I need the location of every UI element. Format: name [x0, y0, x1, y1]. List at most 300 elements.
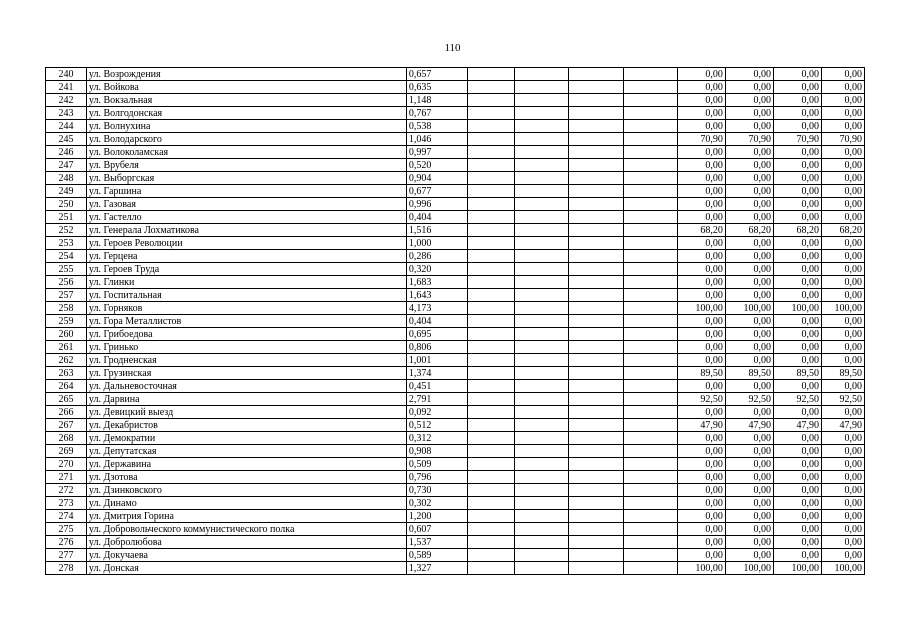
value-cell: 0,00: [822, 458, 865, 471]
empty-cell: [623, 367, 677, 380]
row-number-cell: 257: [46, 289, 87, 302]
empty-cell: [468, 523, 515, 536]
empty-cell: [468, 419, 515, 432]
empty-cell: [569, 224, 623, 237]
empty-cell: [515, 393, 569, 406]
length-cell: 0,509: [406, 458, 467, 471]
empty-cell: [623, 107, 677, 120]
table-row: [46, 562, 865, 575]
value-cell: 0,00: [725, 458, 773, 471]
value-cell: 0,00: [677, 276, 725, 289]
empty-cell: [468, 120, 515, 133]
empty-cell: [569, 328, 623, 341]
empty-cell: [623, 354, 677, 367]
empty-cell: [569, 81, 623, 94]
row-number-cell: 247: [46, 159, 87, 172]
value-cell: 0,00: [773, 497, 821, 510]
table-row: [46, 133, 865, 146]
row-number-cell: 240: [46, 68, 87, 81]
empty-cell: [623, 172, 677, 185]
length-cell: 0,996: [406, 198, 467, 211]
value-cell: 0,00: [773, 354, 821, 367]
empty-cell: [515, 367, 569, 380]
row-number-cell: 252: [46, 224, 87, 237]
row-number-cell: 250: [46, 198, 87, 211]
value-cell: 0,00: [677, 523, 725, 536]
table-row: [46, 445, 865, 458]
table-row: [46, 172, 865, 185]
length-cell: 0,767: [406, 107, 467, 120]
value-cell: 0,00: [677, 484, 725, 497]
length-cell: 0,730: [406, 484, 467, 497]
value-cell: 100,00: [677, 562, 725, 575]
street-name-cell: ул. Гродненская: [86, 354, 406, 367]
empty-cell: [569, 289, 623, 302]
empty-cell: [623, 120, 677, 133]
empty-cell: [468, 172, 515, 185]
empty-cell: [569, 315, 623, 328]
street-name-cell: ул. Депутатская: [86, 445, 406, 458]
table-row: [46, 276, 865, 289]
table-row: [46, 380, 865, 393]
row-number-cell: 246: [46, 146, 87, 159]
row-number-cell: 259: [46, 315, 87, 328]
value-cell: 0,00: [677, 471, 725, 484]
empty-cell: [468, 224, 515, 237]
empty-cell: [569, 354, 623, 367]
empty-cell: [569, 510, 623, 523]
value-cell: 0,00: [773, 328, 821, 341]
row-number-cell: 255: [46, 263, 87, 276]
empty-cell: [623, 211, 677, 224]
value-cell: 0,00: [677, 432, 725, 445]
empty-cell: [623, 94, 677, 107]
street-name-cell: ул. Девицкий выезд: [86, 406, 406, 419]
row-number-cell: 273: [46, 497, 87, 510]
empty-cell: [468, 198, 515, 211]
empty-cell: [623, 549, 677, 562]
value-cell: 0,00: [725, 354, 773, 367]
empty-cell: [468, 341, 515, 354]
empty-cell: [623, 133, 677, 146]
value-cell: 0,00: [677, 263, 725, 276]
value-cell: 0,00: [677, 81, 725, 94]
street-name-cell: ул. Войкова: [86, 81, 406, 94]
row-number-cell: 272: [46, 484, 87, 497]
empty-cell: [623, 289, 677, 302]
street-name-cell: ул. Дзинковского: [86, 484, 406, 497]
value-cell: 89,50: [725, 367, 773, 380]
value-cell: 0,00: [677, 146, 725, 159]
length-cell: 1,148: [406, 94, 467, 107]
empty-cell: [569, 432, 623, 445]
value-cell: 68,20: [677, 224, 725, 237]
empty-cell: [623, 302, 677, 315]
value-cell: 0,00: [773, 523, 821, 536]
empty-cell: [623, 146, 677, 159]
value-cell: 0,00: [822, 276, 865, 289]
value-cell: 0,00: [822, 341, 865, 354]
empty-cell: [569, 562, 623, 575]
street-name-cell: ул. Возрождения: [86, 68, 406, 81]
empty-cell: [569, 536, 623, 549]
table-row: [46, 341, 865, 354]
table-row: [46, 458, 865, 471]
value-cell: 0,00: [725, 185, 773, 198]
table-row: [46, 107, 865, 120]
length-cell: 0,908: [406, 445, 467, 458]
empty-cell: [569, 406, 623, 419]
row-number-cell: 251: [46, 211, 87, 224]
empty-cell: [515, 406, 569, 419]
street-name-cell: ул. Врубеля: [86, 159, 406, 172]
value-cell: 100,00: [773, 562, 821, 575]
value-cell: 68,20: [773, 224, 821, 237]
value-cell: 89,50: [822, 367, 865, 380]
value-cell: 0,00: [773, 94, 821, 107]
row-number-cell: 269: [46, 445, 87, 458]
empty-cell: [623, 185, 677, 198]
street-name-cell: ул. Героев Революции: [86, 237, 406, 250]
empty-cell: [569, 419, 623, 432]
empty-cell: [515, 94, 569, 107]
empty-cell: [515, 432, 569, 445]
empty-cell: [468, 458, 515, 471]
empty-cell: [468, 497, 515, 510]
value-cell: 0,00: [773, 432, 821, 445]
empty-cell: [569, 237, 623, 250]
value-cell: 0,00: [677, 185, 725, 198]
length-cell: 0,806: [406, 341, 467, 354]
row-number-cell: 277: [46, 549, 87, 562]
empty-cell: [468, 562, 515, 575]
value-cell: 0,00: [773, 263, 821, 276]
empty-cell: [569, 250, 623, 263]
length-cell: 0,635: [406, 81, 467, 94]
row-number-cell: 260: [46, 328, 87, 341]
empty-cell: [569, 211, 623, 224]
street-name-cell: ул. Грибоедова: [86, 328, 406, 341]
value-cell: 100,00: [725, 562, 773, 575]
street-name-cell: ул. Госпитальная: [86, 289, 406, 302]
empty-cell: [515, 510, 569, 523]
value-cell: 70,90: [773, 133, 821, 146]
empty-cell: [623, 81, 677, 94]
street-name-cell: ул. Дзотова: [86, 471, 406, 484]
row-number-cell: 275: [46, 523, 87, 536]
row-number-cell: 241: [46, 81, 87, 94]
empty-cell: [515, 224, 569, 237]
row-number-cell: 256: [46, 276, 87, 289]
empty-cell: [515, 81, 569, 94]
value-cell: 0,00: [773, 445, 821, 458]
empty-cell: [515, 107, 569, 120]
length-cell: 1,001: [406, 354, 467, 367]
empty-cell: [468, 276, 515, 289]
length-cell: 0,512: [406, 419, 467, 432]
value-cell: 0,00: [725, 328, 773, 341]
value-cell: 0,00: [822, 445, 865, 458]
empty-cell: [569, 367, 623, 380]
value-cell: 0,00: [822, 120, 865, 133]
table-row: [46, 250, 865, 263]
empty-cell: [515, 185, 569, 198]
value-cell: 0,00: [822, 211, 865, 224]
empty-cell: [515, 159, 569, 172]
value-cell: 0,00: [677, 536, 725, 549]
value-cell: 0,00: [677, 198, 725, 211]
empty-cell: [468, 237, 515, 250]
empty-cell: [623, 198, 677, 211]
empty-cell: [569, 484, 623, 497]
empty-cell: [468, 445, 515, 458]
value-cell: 0,00: [822, 185, 865, 198]
empty-cell: [468, 484, 515, 497]
value-cell: 0,00: [677, 211, 725, 224]
empty-cell: [468, 211, 515, 224]
value-cell: 0,00: [677, 159, 725, 172]
row-number-cell: 266: [46, 406, 87, 419]
value-cell: 0,00: [822, 81, 865, 94]
street-name-cell: ул. Выборгская: [86, 172, 406, 185]
empty-cell: [468, 185, 515, 198]
value-cell: 100,00: [822, 302, 865, 315]
empty-cell: [468, 406, 515, 419]
empty-cell: [515, 562, 569, 575]
empty-cell: [569, 159, 623, 172]
empty-cell: [515, 211, 569, 224]
value-cell: 0,00: [773, 237, 821, 250]
empty-cell: [569, 263, 623, 276]
street-name-cell: ул. Дмитрия Горина: [86, 510, 406, 523]
empty-cell: [515, 315, 569, 328]
empty-cell: [468, 94, 515, 107]
value-cell: 0,00: [773, 276, 821, 289]
length-cell: 0,320: [406, 263, 467, 276]
table-row: [46, 471, 865, 484]
street-name-cell: ул. Гринько: [86, 341, 406, 354]
value-cell: 89,50: [677, 367, 725, 380]
empty-cell: [468, 549, 515, 562]
empty-cell: [515, 536, 569, 549]
value-cell: 0,00: [822, 107, 865, 120]
table-row: [46, 237, 865, 250]
value-cell: 0,00: [725, 406, 773, 419]
value-cell: 0,00: [773, 146, 821, 159]
length-cell: 1,200: [406, 510, 467, 523]
value-cell: 0,00: [677, 120, 725, 133]
length-cell: 0,404: [406, 211, 467, 224]
value-cell: 0,00: [822, 432, 865, 445]
empty-cell: [623, 380, 677, 393]
value-cell: 0,00: [822, 510, 865, 523]
empty-cell: [569, 94, 623, 107]
table-row: [46, 328, 865, 341]
street-name-cell: ул. Володарского: [86, 133, 406, 146]
table-row: [46, 523, 865, 536]
value-cell: 0,00: [773, 211, 821, 224]
row-number-cell: 253: [46, 237, 87, 250]
value-cell: 0,00: [677, 458, 725, 471]
value-cell: 0,00: [773, 172, 821, 185]
empty-cell: [515, 289, 569, 302]
empty-cell: [569, 341, 623, 354]
value-cell: 92,50: [677, 393, 725, 406]
empty-cell: [623, 523, 677, 536]
row-number-cell: 268: [46, 432, 87, 445]
value-cell: 0,00: [725, 471, 773, 484]
value-cell: 0,00: [822, 263, 865, 276]
street-name-cell: ул. Гаршина: [86, 185, 406, 198]
street-name-cell: ул. Вокзальная: [86, 94, 406, 107]
length-cell: 1,683: [406, 276, 467, 289]
length-cell: 0,404: [406, 315, 467, 328]
value-cell: 0,00: [677, 107, 725, 120]
empty-cell: [569, 458, 623, 471]
street-name-cell: ул. Дальневосточная: [86, 380, 406, 393]
empty-cell: [623, 445, 677, 458]
value-cell: 0,00: [822, 94, 865, 107]
value-cell: 0,00: [822, 523, 865, 536]
value-cell: 0,00: [725, 315, 773, 328]
empty-cell: [515, 250, 569, 263]
value-cell: 0,00: [677, 341, 725, 354]
empty-cell: [468, 289, 515, 302]
empty-cell: [515, 146, 569, 159]
table-row: [46, 315, 865, 328]
empty-cell: [468, 302, 515, 315]
value-cell: 0,00: [773, 107, 821, 120]
street-name-cell: ул. Глинки: [86, 276, 406, 289]
value-cell: 0,00: [773, 380, 821, 393]
empty-cell: [515, 120, 569, 133]
table-row: [46, 263, 865, 276]
length-cell: 0,092: [406, 406, 467, 419]
street-name-cell: ул. Газовая: [86, 198, 406, 211]
empty-cell: [468, 81, 515, 94]
empty-cell: [569, 549, 623, 562]
value-cell: 0,00: [822, 172, 865, 185]
value-cell: 92,50: [822, 393, 865, 406]
value-cell: 0,00: [677, 328, 725, 341]
table-row: [46, 224, 865, 237]
value-cell: 0,00: [725, 510, 773, 523]
row-number-cell: 263: [46, 367, 87, 380]
street-name-cell: ул. Добролюбова: [86, 536, 406, 549]
table-row: [46, 68, 865, 81]
empty-cell: [569, 172, 623, 185]
length-cell: 0,904: [406, 172, 467, 185]
empty-cell: [569, 523, 623, 536]
value-cell: 0,00: [725, 159, 773, 172]
value-cell: 0,00: [773, 484, 821, 497]
empty-cell: [623, 237, 677, 250]
value-cell: 0,00: [677, 68, 725, 81]
street-name-cell: ул. Героев Труда: [86, 263, 406, 276]
street-name-cell: ул. Добровольческого коммунистического полка: [86, 523, 406, 536]
row-number-cell: 258: [46, 302, 87, 315]
value-cell: 0,00: [822, 237, 865, 250]
value-cell: 0,00: [822, 380, 865, 393]
street-name-cell: ул. Донская: [86, 562, 406, 575]
table-row: [46, 419, 865, 432]
value-cell: 0,00: [725, 172, 773, 185]
row-number-cell: 276: [46, 536, 87, 549]
table-row: [46, 211, 865, 224]
value-cell: 0,00: [677, 445, 725, 458]
empty-cell: [515, 198, 569, 211]
value-cell: 100,00: [773, 302, 821, 315]
empty-cell: [569, 471, 623, 484]
empty-cell: [515, 497, 569, 510]
table-row: [46, 94, 865, 107]
value-cell: 0,00: [773, 81, 821, 94]
value-cell: 0,00: [773, 549, 821, 562]
empty-cell: [623, 68, 677, 81]
empty-cell: [468, 107, 515, 120]
value-cell: 0,00: [725, 549, 773, 562]
empty-cell: [623, 224, 677, 237]
empty-cell: [515, 549, 569, 562]
empty-cell: [569, 198, 623, 211]
value-cell: 0,00: [725, 250, 773, 263]
empty-cell: [515, 471, 569, 484]
value-cell: 0,00: [725, 289, 773, 302]
value-cell: 0,00: [725, 81, 773, 94]
empty-cell: [468, 536, 515, 549]
value-cell: 0,00: [822, 68, 865, 81]
value-cell: 0,00: [725, 120, 773, 133]
empty-cell: [515, 445, 569, 458]
table-row: [46, 120, 865, 133]
empty-cell: [515, 419, 569, 432]
value-cell: 47,90: [725, 419, 773, 432]
value-cell: 0,00: [822, 471, 865, 484]
value-cell: 0,00: [677, 237, 725, 250]
value-cell: 0,00: [773, 289, 821, 302]
street-name-cell: ул. Державина: [86, 458, 406, 471]
value-cell: 0,00: [725, 107, 773, 120]
value-cell: 0,00: [677, 250, 725, 263]
street-name-cell: ул. Волоколамская: [86, 146, 406, 159]
table-row: [46, 354, 865, 367]
length-cell: 1,000: [406, 237, 467, 250]
value-cell: 0,00: [822, 315, 865, 328]
row-number-cell: 262: [46, 354, 87, 367]
value-cell: 0,00: [773, 315, 821, 328]
street-name-cell: ул. Грузинская: [86, 367, 406, 380]
empty-cell: [569, 276, 623, 289]
value-cell: 0,00: [725, 523, 773, 536]
value-cell: 0,00: [725, 94, 773, 107]
length-cell: 1,327: [406, 562, 467, 575]
empty-cell: [468, 510, 515, 523]
empty-cell: [569, 445, 623, 458]
table-row: [46, 159, 865, 172]
empty-cell: [468, 68, 515, 81]
empty-cell: [569, 107, 623, 120]
street-name-cell: ул. Волнухина: [86, 120, 406, 133]
value-cell: 0,00: [725, 263, 773, 276]
empty-cell: [623, 250, 677, 263]
empty-cell: [515, 484, 569, 497]
value-cell: 0,00: [822, 146, 865, 159]
street-name-cell: ул. Генерала Лохматикова: [86, 224, 406, 237]
empty-cell: [468, 133, 515, 146]
value-cell: 0,00: [822, 289, 865, 302]
street-name-cell: ул. Докучаева: [86, 549, 406, 562]
value-cell: 70,90: [725, 133, 773, 146]
